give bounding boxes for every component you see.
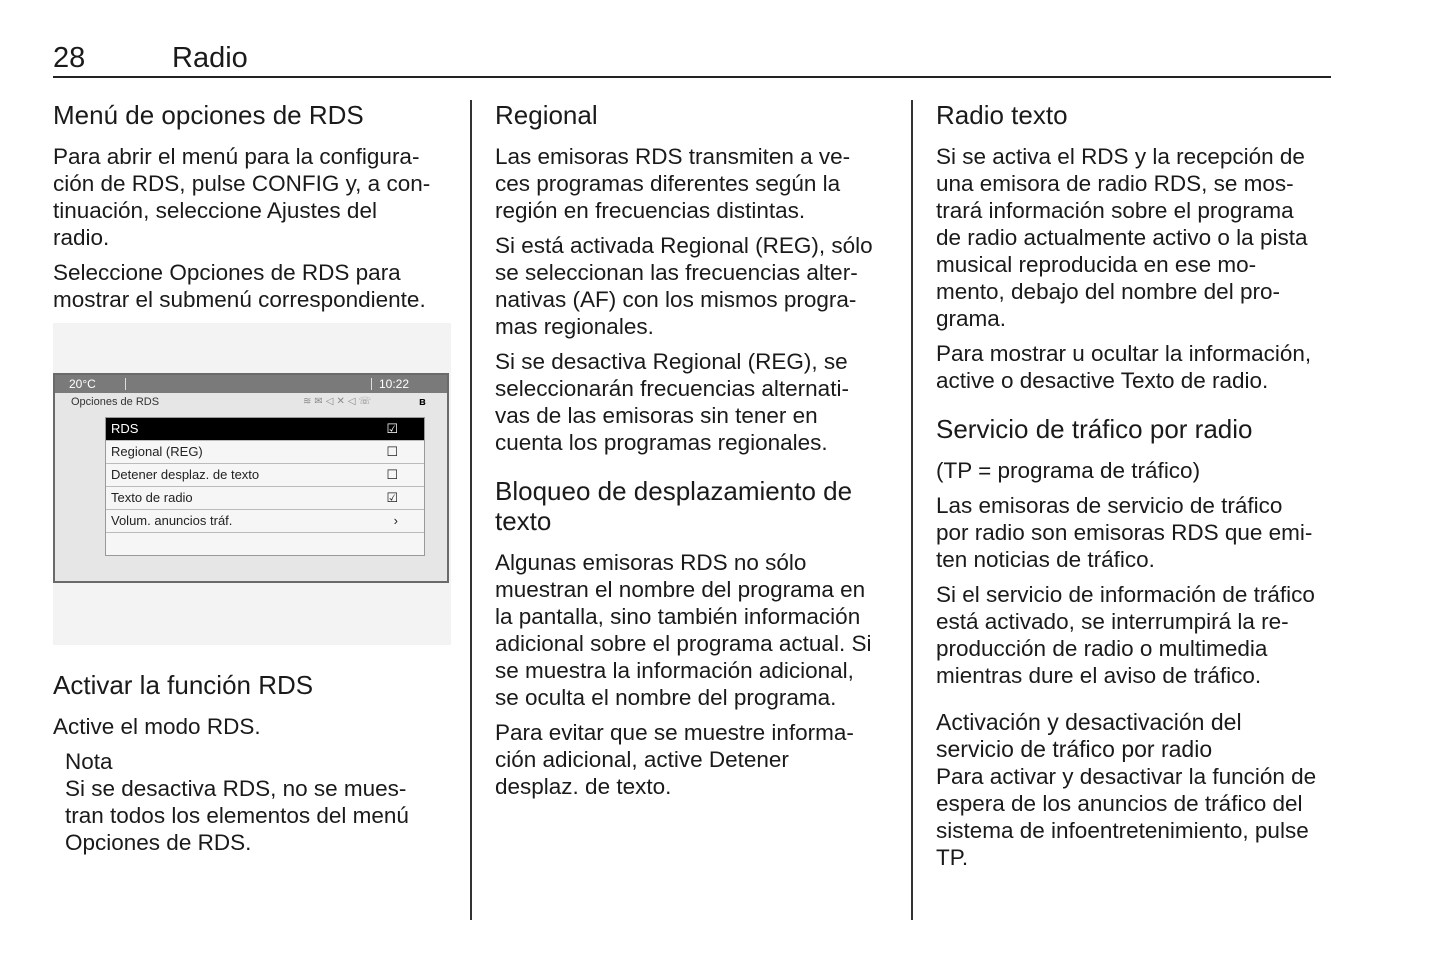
status-separator bbox=[371, 378, 372, 390]
line: servicio de tráfico por radio bbox=[936, 736, 1213, 762]
line: espera de los anuncios de tráfico del bbox=[936, 791, 1303, 816]
line: se muestra la información adicional, bbox=[495, 658, 854, 683]
line: ten noticias de tráfico. bbox=[936, 547, 1155, 572]
line: Para evitar que se muestre informa- bbox=[495, 720, 854, 745]
heading-regional: Regional bbox=[495, 100, 598, 130]
line: Activación y desactivación del bbox=[936, 709, 1242, 735]
paragraph bbox=[495, 348, 895, 456]
line: Para mostrar u ocultar la información, bbox=[936, 341, 1312, 366]
line: la pantalla, sino también información bbox=[495, 604, 861, 629]
paragraph: (TP = programa de tráfico) bbox=[936, 458, 1201, 483]
heading-traffic-service: Servicio de tráfico por radio bbox=[936, 414, 1253, 444]
line: grama. bbox=[936, 306, 1007, 331]
line: mas regionales. bbox=[495, 314, 654, 339]
paragraph bbox=[936, 581, 1336, 689]
line: de radio actualmente activo o la pista bbox=[936, 225, 1308, 250]
message-icon: ✉ bbox=[314, 396, 326, 407]
line: Opciones de RDS. bbox=[65, 830, 252, 855]
heading-activate-rds: Activar la función RDS bbox=[53, 670, 314, 700]
line: muestran el nombre del programa en bbox=[495, 577, 866, 602]
checkbox-checked-icon[interactable]: ☑ bbox=[386, 490, 398, 505]
menu-item-regional[interactable] bbox=[106, 441, 424, 464]
line: Seleccione Opciones de RDS para bbox=[53, 260, 401, 285]
line: trará información sobre el programa bbox=[936, 198, 1294, 223]
line: Bloqueo de desplazamiento de bbox=[495, 476, 853, 506]
line: tran todos los elementos del menú bbox=[65, 803, 409, 828]
header-rule bbox=[53, 76, 1331, 78]
heading-rds-options: Menú de opciones de RDS bbox=[53, 100, 364, 130]
line: musical reproducida en ese mo- bbox=[936, 252, 1257, 277]
screen-title-bar bbox=[55, 393, 447, 411]
line: Si el servicio de información de tráfico bbox=[936, 582, 1315, 607]
note bbox=[53, 748, 453, 856]
temperature: 20°C bbox=[69, 377, 96, 391]
screen-title: Opciones de RDS bbox=[71, 396, 160, 408]
menu-empty-row bbox=[106, 533, 424, 555]
status-bar bbox=[55, 375, 447, 393]
menu-item-label: Detener desplaz. de texto bbox=[111, 467, 260, 482]
line: vas de las emisoras sin tener en bbox=[495, 403, 818, 428]
speaker-icon: ◁ bbox=[347, 396, 359, 407]
line: tinuación, seleccione Ajustes del bbox=[53, 198, 377, 223]
menu-item-traffic-volume[interactable] bbox=[106, 510, 424, 533]
page-number: 28 bbox=[53, 42, 86, 74]
line: Si se desactiva RDS, no se mues- bbox=[65, 776, 407, 801]
line: una emisora de radio RDS, se mos- bbox=[936, 171, 1294, 196]
menu-item-label: RDS bbox=[111, 421, 139, 436]
checkbox-unchecked-icon[interactable]: ☐ bbox=[386, 444, 398, 459]
heading-text-scroll-lock bbox=[495, 476, 895, 536]
menu-item-text-scroll[interactable] bbox=[106, 464, 424, 487]
checkbox-unchecked-icon[interactable]: ☐ bbox=[386, 467, 398, 482]
line: se oculta el nombre del programa. bbox=[495, 685, 837, 710]
menu-item-label: Volum. anuncios tráf. bbox=[111, 513, 233, 528]
phone-icon: ☏ bbox=[358, 396, 375, 407]
line: Para abrir el menú para la configura- bbox=[53, 144, 420, 169]
line: cuenta los programas regionales. bbox=[495, 430, 828, 455]
menu-item-radio-text[interactable] bbox=[106, 487, 424, 510]
mute-icon: ✕ bbox=[336, 396, 348, 407]
line: Algunas emisoras RDS no sólo bbox=[495, 550, 807, 575]
status-separator bbox=[125, 378, 126, 390]
line: región en frecuencias distintas. bbox=[495, 198, 806, 223]
line: sistema de infoentretenimiento, pulse bbox=[936, 818, 1309, 843]
line: radio. bbox=[53, 225, 110, 250]
clock: 10:22 bbox=[379, 377, 410, 391]
line: está activado, se interrumpirá la re- bbox=[936, 609, 1289, 634]
line: por radio son emisoras RDS que emi- bbox=[936, 520, 1313, 545]
infotainment-screen bbox=[53, 373, 449, 583]
line: ción de RDS, pulse CONFIG y, a con- bbox=[53, 171, 431, 196]
column-divider bbox=[911, 100, 913, 920]
line: Las emisoras RDS transmiten a ve- bbox=[495, 144, 851, 169]
column-3 bbox=[936, 100, 1336, 879]
wifi-icon: ≋ bbox=[303, 396, 315, 407]
line: active o desactive Texto de radio. bbox=[936, 368, 1269, 393]
paragraph bbox=[495, 143, 895, 224]
line: Si está activada Regional (REG), sólo bbox=[495, 233, 873, 258]
menu-item-rds[interactable] bbox=[106, 418, 424, 441]
paragraph bbox=[53, 143, 453, 251]
paragraph bbox=[936, 492, 1336, 573]
line: producción de radio o multimedia bbox=[936, 636, 1268, 661]
paragraph bbox=[53, 259, 453, 313]
line: mientras dure el aviso de tráfico. bbox=[936, 663, 1262, 688]
note-title: Nota bbox=[65, 749, 113, 774]
paragraph bbox=[936, 340, 1336, 394]
bluetooth-icon: ʙ bbox=[419, 396, 426, 408]
menu-item-label: Regional (REG) bbox=[111, 444, 203, 459]
heading-radio-text: Radio texto bbox=[936, 100, 1068, 130]
column-2 bbox=[495, 100, 895, 808]
line: adicional sobre el programa actual. Si bbox=[495, 631, 872, 656]
line: nativas (AF) con los mismos progra- bbox=[495, 287, 857, 312]
line: seleccionarán frecuencias alternati- bbox=[495, 376, 849, 401]
paragraph bbox=[495, 719, 895, 800]
line: Si se desactiva Regional (REG), se bbox=[495, 349, 848, 374]
line: mento, debajo del nombre del pro- bbox=[936, 279, 1280, 304]
paragraph bbox=[936, 143, 1336, 332]
chevron-right-icon: › bbox=[393, 513, 398, 528]
line: ción adicional, active Detener bbox=[495, 747, 789, 772]
line: Si se activa el RDS y la recepción de bbox=[936, 144, 1305, 169]
paragraph bbox=[495, 232, 895, 340]
paragraph: Active el modo RDS. bbox=[53, 714, 261, 739]
screen-illustration bbox=[53, 323, 451, 645]
column-1 bbox=[53, 100, 453, 864]
paragraph bbox=[495, 549, 895, 711]
paragraph bbox=[936, 763, 1336, 871]
section-title: Radio bbox=[172, 42, 248, 74]
signal-icons bbox=[303, 393, 374, 411]
line: se seleccionan las frecuencias alter- bbox=[495, 260, 858, 285]
line: Para activar y desactivar la función de bbox=[936, 764, 1317, 789]
rds-options-menu bbox=[105, 417, 425, 556]
column-divider bbox=[470, 100, 472, 920]
menu-item-label: Texto de radio bbox=[111, 490, 193, 505]
line: mostrar el submenú correspondiente. bbox=[53, 287, 426, 312]
heading-traffic-activation bbox=[936, 709, 1336, 763]
checkbox-checked-icon[interactable]: ☑ bbox=[386, 421, 398, 436]
line: ces programas diferentes según la bbox=[495, 171, 841, 196]
line: texto bbox=[495, 506, 552, 536]
line: TP. bbox=[936, 845, 969, 870]
line: Las emisoras de servicio de tráfico bbox=[936, 493, 1283, 518]
line: desplaz. de texto. bbox=[495, 774, 672, 799]
volume-icon: ◁ bbox=[325, 396, 337, 407]
